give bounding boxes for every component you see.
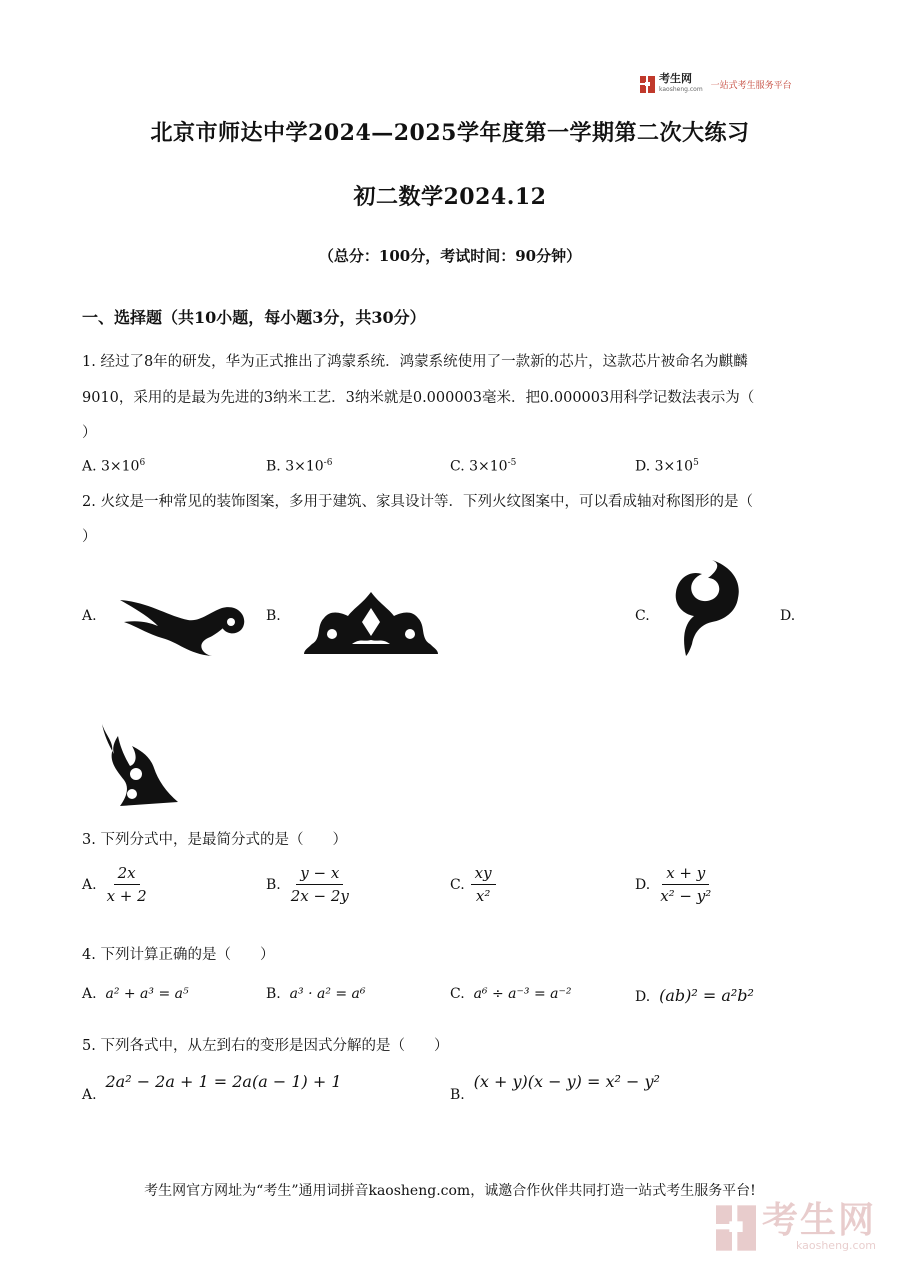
q5-option-b[interactable]: B. (x + y)(x − y) = x² − y² (450, 1072, 660, 1103)
q5-option-a[interactable]: A. 2a² − 2a + 1 = 2a(a − 1) + 1 (82, 1072, 342, 1103)
q1-line3: ） (82, 425, 97, 441)
q3-stem: 3. 下列分式中，是最简分式的是（ ） (82, 832, 347, 848)
fire-pattern-b-image[interactable] (302, 590, 440, 658)
q3-option-d[interactable]: D. $\frac{x + y}{\text{x² − y²}}$ (635, 864, 712, 905)
fire-pattern-a-image[interactable] (118, 590, 248, 658)
q2-line1: 2. 火纹是一种常见的装饰图案，多用于建筑、家具设计等．下列火纹图案中，可以看成轴对称图形的是（ (82, 494, 753, 510)
q2-label-b[interactable]: B. (266, 608, 281, 624)
header-slogan: 一站式考生服务平台 (710, 80, 792, 91)
q1-line1: 1. 经过了8年的研发，华为正式推出了鸿蒙系统．鸿蒙系统使用了一款新的芯片，这款芯片被命名为麒麟 (82, 354, 748, 370)
q2-line2: ） (82, 529, 97, 545)
header-logo (640, 73, 792, 95)
fire-pattern-d-image[interactable] (96, 722, 180, 812)
q1-option-c[interactable]: C. $3\times 10^{-5}$ (450, 458, 517, 475)
q1-line2: 9010，采用的是最为先进的3纳米工艺．3纳米就是0.000003毫米．把0.000003用科学记数法表示为（ (82, 390, 755, 406)
footer-notice: 考生网官方网址为“考生”通用词拼音kaosheng.com，诚邀合作伙伴共同打造一站式考生服务平台! (144, 1183, 756, 1199)
q5-stem: 5. 下列各式中，从左到右的变形是因式分解的是（ ） (82, 1038, 449, 1054)
fire-pattern-c-image[interactable] (672, 558, 746, 656)
q1-option-b[interactable]: B. $3\times 10^{-6}$ (266, 458, 333, 475)
watermark-cn: 考生网 (762, 1200, 877, 1241)
q4-option-a[interactable]: A. a² + a³ = a⁵ (82, 986, 189, 1002)
q2-label-a[interactable]: A. (82, 608, 97, 624)
q4-option-c[interactable]: C. a⁶ ÷ a⁻³ = a⁻² (450, 986, 572, 1002)
header-brand-cn: 考生网 (659, 72, 692, 85)
q3-option-a[interactable]: A. $\frac{2x}{x + 2}$ (82, 864, 147, 905)
kaosheng-logo-icon (640, 76, 655, 93)
watermark-en: kaosheng.com (795, 1239, 877, 1252)
watermark-icon (716, 1204, 756, 1252)
section-heading: 一、选择题（共10小题，每小题3分，共30分） (82, 308, 426, 327)
q1-option-a[interactable]: A. $3\times 10^6$ (82, 458, 146, 475)
q4-option-d[interactable]: D. (ab)² = a²b² (635, 986, 754, 1005)
score-info: （总分：100分，考试时间：90分钟） (318, 247, 582, 265)
q4-option-b[interactable]: B. a³ · a² = a⁶ (266, 986, 366, 1002)
watermark-logo (716, 1200, 877, 1252)
header-brand-en: kaosheng.com (659, 86, 703, 93)
q3-option-c[interactable]: C. $\frac{xy}{\text{x²}}$ (450, 864, 496, 905)
exam-title: 北京市师达中学2024—2025学年度第一学期第二次大练习 (150, 120, 750, 146)
q2-label-d[interactable]: D. (780, 608, 796, 624)
q3-option-b[interactable]: B. $\frac{y - x}{2x - 2y}$ (266, 864, 349, 905)
header-brand (659, 73, 703, 95)
q1-option-d[interactable]: D. $3\times 10^5$ (635, 458, 699, 475)
exam-subtitle: 初二数学2024.12 (353, 184, 547, 210)
q4-stem: 4. 下列计算正确的是（ ） (82, 947, 275, 963)
q2-label-c[interactable]: C. (635, 608, 650, 624)
